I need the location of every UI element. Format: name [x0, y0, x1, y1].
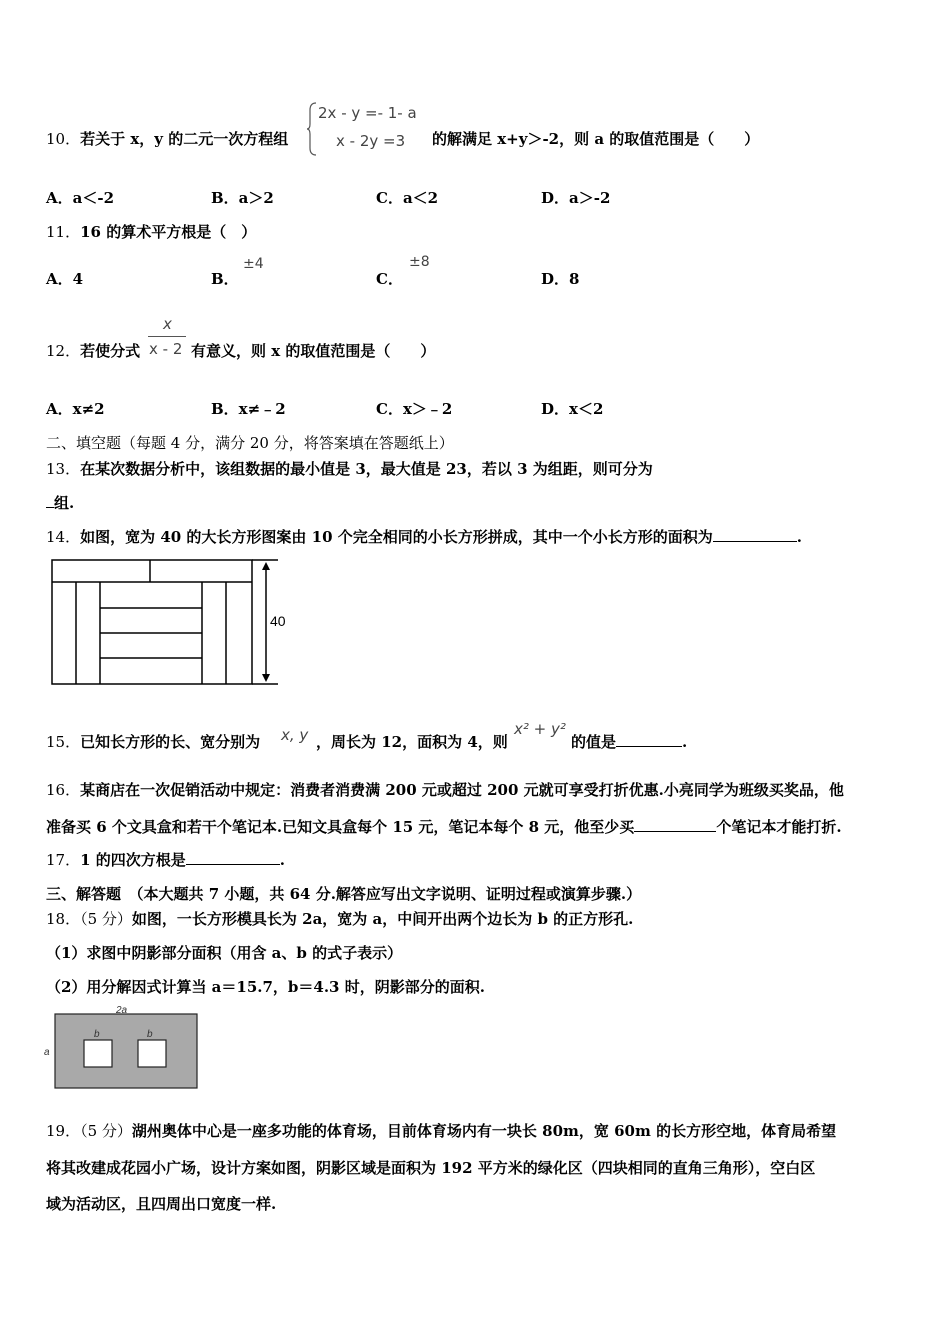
- q14-text: 如图，宽为 40 的大长方形图案由 10 个完全相同的小长方形拼成，其中一个小长方形的面积为: [80, 528, 713, 546]
- q17-number: 17．: [46, 851, 81, 869]
- q19-line-3: 域为活动区，且四周出口宽度一样.: [46, 1195, 277, 1213]
- q14-answer-blank[interactable]: [713, 527, 797, 542]
- q18-stem: [46, 908, 633, 929]
- q18-sub-2: （2）用分解因式计算当 a＝15.7，b＝4.3 时，阴影部分的面积.: [46, 978, 485, 996]
- q17-end: .: [279, 851, 285, 869]
- q14-stem: [46, 526, 802, 547]
- q14-figure-label: 40: [270, 613, 286, 629]
- q13-text-2: 组.: [54, 494, 75, 512]
- q18-label-b1: b: [94, 1029, 100, 1040]
- q11-option-d: D．8: [541, 270, 580, 288]
- q16-stem: [46, 779, 844, 800]
- q17-answer-blank[interactable]: [186, 850, 280, 865]
- q13-line-2: [46, 492, 74, 513]
- q19-score: （5 分）: [80, 1122, 132, 1140]
- q16-line-2: [46, 816, 842, 837]
- q18-score: （5 分）: [80, 910, 132, 928]
- q18-square-hole-1: [84, 1040, 112, 1067]
- q18-number: 18．: [46, 910, 81, 928]
- q10-equation-1: 2x - y =- 1- a: [318, 104, 417, 122]
- q14-end: .: [796, 528, 802, 546]
- q12-stem: [46, 340, 140, 361]
- q19-number: 19．: [46, 1122, 81, 1140]
- q16-number: 16．: [46, 781, 81, 799]
- q12-option-a: A．x≠2: [46, 400, 105, 418]
- q15-vars: x, y: [281, 726, 309, 744]
- q14-arrow-down-icon: [262, 674, 270, 682]
- q18-label-left: a: [44, 1047, 50, 1058]
- q14-outer-rectangle: [52, 560, 252, 684]
- q10-option-d: D．a＞-2: [541, 189, 611, 207]
- q19-stem: [46, 1120, 836, 1141]
- section-2-heading: 二、填空题（每题 4 分，满分 20 分，将答案填在答题纸上）: [46, 434, 454, 452]
- q10-text-a: 若关于 x，y 的二元一次方程组: [80, 130, 289, 148]
- q11-text: 16 的算术平方根是（ ）: [80, 223, 257, 241]
- q18-figure: [40, 1002, 210, 1092]
- q15-tail: [571, 731, 687, 752]
- q16-text-2a: 准备买 6 个文具盒和若干个笔记本.已知文具盒每个 15 元，笔记本每个 8 元，他至少买: [46, 818, 635, 836]
- q14-arrow-up-icon: [262, 562, 270, 570]
- q10-equation-2: x - 2y =3: [336, 132, 406, 150]
- q16-answer-blank[interactable]: [634, 817, 716, 832]
- q12-text-a: 若使分式: [80, 342, 141, 360]
- q18-label-b2: b: [147, 1029, 153, 1040]
- q18-mold-rectangle: [55, 1014, 197, 1088]
- q13-number: 13．: [46, 460, 81, 478]
- q12-fraction-bar: [148, 336, 186, 337]
- q12-option-b: B．x≠﹣2: [211, 400, 286, 418]
- q13-stem: [46, 458, 653, 479]
- q11-option-b-math: ±4: [243, 256, 264, 272]
- q11-stem: [46, 221, 256, 242]
- q10-text-b: 的解满足 x+y＞-2，则 a 的取值范围是（ ）: [432, 130, 760, 148]
- q16-text-2b: 个笔记本才能打折.: [716, 818, 842, 836]
- q17-stem: [46, 849, 285, 870]
- q15-expression: x² + y²: [514, 720, 566, 738]
- q15-text-b: ，周长为 12，面积为 4，则: [316, 733, 508, 751]
- q12-text-b: 有意义，则 x 的取值范围是（ ）: [191, 342, 436, 360]
- q11-option-c-math: ±8: [409, 254, 430, 270]
- q13-answer-blank[interactable]: [46, 493, 54, 508]
- q17-text: 1 的四次方根是: [80, 851, 186, 869]
- q18-text: 如图，一长方形模具长为 2a，宽为 a，中间开出两个边长为 b 的正方形孔.: [131, 910, 634, 928]
- q15-answer-blank[interactable]: [616, 732, 682, 747]
- q12-option-c: C．x＞﹣2: [376, 400, 453, 418]
- q12-option-d: D．x＜2: [541, 400, 604, 418]
- q10-option-a: A．a＜-2: [46, 189, 115, 207]
- q14-figure: [48, 558, 288, 688]
- q19-line-2: 将其改建成花园小广场，设计方案如图，阴影区域是面积为 192 平方米的绿化区（四块相同的直角三角形），空白区: [46, 1159, 816, 1177]
- q15-end: .: [682, 733, 688, 751]
- q12-fraction-numerator: x: [163, 315, 172, 333]
- q18-label-top: 2a: [116, 1005, 128, 1016]
- q11-number: 11．: [46, 223, 81, 241]
- q14-number: 14．: [46, 528, 81, 546]
- q10-brace-icon: [306, 102, 318, 156]
- q11-option-c: C．: [376, 270, 403, 288]
- q10-option-b: B．a＞2: [211, 189, 274, 207]
- q15-text-a: 已知长方形的长、宽分别为: [80, 733, 261, 751]
- q11-option-a: A．4: [46, 270, 84, 288]
- q11-option-b: B．: [211, 270, 239, 288]
- q12-number: 12．: [46, 342, 81, 360]
- q15-number: 15．: [46, 733, 81, 751]
- q13-text: 在某次数据分析中，该组数据的最小值是 3，最大值是 23，若以 3 为组距，则可分为: [80, 460, 653, 478]
- q15-stem: [46, 731, 260, 752]
- q12-fraction-denominator: x - 2: [149, 340, 183, 358]
- q18-sub-1: （1）求图中阴影部分面积（用含 a、b 的式子表示）: [46, 944, 403, 962]
- q10-option-c: C．a＜2: [376, 189, 439, 207]
- q10-stem: [46, 128, 288, 149]
- q18-square-hole-2: [138, 1040, 166, 1067]
- q19-text: 湖州奥体中心是一座多功能的体育场，目前体育场内有一块长 80m，宽 60m 的长方形空地，体育局希望: [131, 1122, 837, 1140]
- q16-text: 某商店在一次促销活动中规定：消费者消费满 200 元或超过 200 元就可享受打折优惠.小亮同学为班级买奖品，他: [80, 781, 844, 799]
- q15-text-c: 的值是: [571, 733, 617, 751]
- q10-number: 10．: [46, 130, 81, 148]
- section-3-heading: 三、解答题 （本大题共 7 小题，共 64 分.解答应写出文字说明、证明过程或演算步骤.）: [46, 885, 642, 903]
